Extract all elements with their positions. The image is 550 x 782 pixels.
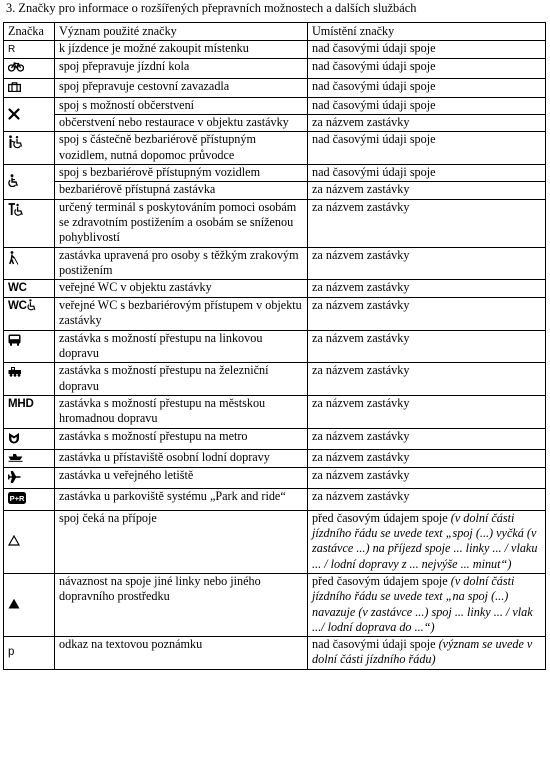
note-p-icon: p xyxy=(8,646,15,659)
placement-cell: nad časovými údaji spoje xyxy=(308,78,546,97)
symbol-cell xyxy=(4,199,55,247)
meaning-cell: zastávka s možností přestupu na metro xyxy=(55,428,308,449)
luggage-icon xyxy=(8,82,21,92)
meaning-cell: odkaz na textovou poznámku xyxy=(55,637,308,670)
symbol-cell xyxy=(4,637,55,670)
placement-cell: za názvem zastávky xyxy=(308,298,546,331)
placement-cell: nad časovými údaji spoje xyxy=(308,97,546,114)
table-row xyxy=(4,132,546,165)
placement-cell: za názvem zastávky xyxy=(308,182,546,199)
bus-icon xyxy=(8,334,21,346)
column-header-symbol: Značka xyxy=(4,23,55,41)
placement-cell: za názvem zastávky xyxy=(308,395,546,428)
placement-text: před časovým údajem spoje xyxy=(312,573,448,588)
wheelchair-icon xyxy=(27,299,37,311)
table-row xyxy=(4,97,546,114)
reservation-r-icon: R xyxy=(8,44,16,56)
metro-icon xyxy=(8,432,20,444)
meaning-cell: veřejné WC v objektu zastávky xyxy=(55,280,308,298)
meaning-cell: spoj přepravuje cestovní zavazadla xyxy=(55,78,308,97)
table-row xyxy=(4,247,546,280)
table-row xyxy=(4,510,546,573)
placement-cell xyxy=(308,510,546,573)
placement-cell: za názvem zastávky xyxy=(308,199,546,247)
column-header-meaning: Význam použité značky xyxy=(55,23,308,41)
meaning-cell: bezbariérově přístupná zastávka xyxy=(55,182,308,199)
placement-cell xyxy=(308,573,546,636)
symbol-cell xyxy=(4,247,55,280)
table-row xyxy=(4,449,546,467)
table-row xyxy=(4,395,546,428)
symbol-cell xyxy=(4,41,55,59)
table-row xyxy=(4,199,546,247)
table-row xyxy=(4,637,546,670)
wheelchair-icon xyxy=(8,174,20,187)
table-row xyxy=(4,428,546,449)
placement-cell: nad časovými údaji spoje xyxy=(308,165,546,182)
meaning-cell: zastávka s možností přestupu na městskou hromadnou dopravu xyxy=(55,395,308,428)
wc-icon: WC xyxy=(8,282,27,295)
assisted-wheelchair-icon xyxy=(8,135,24,149)
signs-table xyxy=(3,22,546,670)
table-header-row xyxy=(4,23,546,41)
placement-note: (v dolní části jízdního řádu se uvede text „spoj (...) vyčká (v zastávce ...) na příjezd spoje ... linky ... / vlaku ... / lodní dopravy z ... nejvýše ... minut“) xyxy=(312,510,538,571)
placement-cell: za názvem zastávky xyxy=(308,363,546,396)
symbol-cell xyxy=(4,59,55,78)
park-and-ride-icon xyxy=(8,492,26,504)
meaning-cell: zastávka upravená pro osoby s těžkým zrakovým postižením xyxy=(55,247,308,280)
placement-cell: za názvem zastávky xyxy=(308,468,546,489)
placement-cell: nad časovými údaji spoje xyxy=(308,41,546,59)
mhd-icon: MHD xyxy=(8,397,34,410)
placement-cell: nad časovými údaji spoje xyxy=(308,59,546,78)
symbol-cell xyxy=(4,573,55,636)
symbol-cell xyxy=(4,280,55,298)
placement-cell: za názvem zastávky xyxy=(308,280,546,298)
symbol-cell xyxy=(4,510,55,573)
table-row xyxy=(4,330,546,363)
meaning-cell: zastávka s možností přestupu na železniční dopravu xyxy=(55,363,308,396)
placement-cell: za názvem zastávky xyxy=(308,428,546,449)
table-row xyxy=(4,363,546,396)
placement-cell xyxy=(308,637,546,670)
placement-text: před časovým údajem spoje xyxy=(312,510,448,525)
placement-cell: nad časovými údaji spoje xyxy=(308,132,546,165)
symbol-cell xyxy=(4,468,55,489)
meaning-cell: občerstvení nebo restaurace v objektu zastávky xyxy=(55,115,308,132)
section-heading: 3. Značky pro informace o rozšířených přepravních možnostech a dalších službách xyxy=(6,1,417,15)
blind-person-icon xyxy=(8,251,20,265)
meaning-cell: zastávka u přístaviště osobní lodní dopravy xyxy=(55,449,308,467)
placement-cell: za názvem zastávky xyxy=(308,115,546,132)
bicycle-icon xyxy=(8,62,24,72)
placement-cell: za názvem zastávky xyxy=(308,449,546,467)
fork-knife-icon xyxy=(8,108,20,120)
table-row xyxy=(4,182,546,199)
column-header-placement: Umístění značky xyxy=(308,23,546,41)
meaning-cell: spoj s bezbariérově přístupným vozidlem xyxy=(55,165,308,182)
table-row xyxy=(4,165,546,182)
airplane-icon xyxy=(8,471,21,483)
symbol-cell xyxy=(4,132,55,165)
placement-cell: za názvem zastávky xyxy=(308,489,546,510)
wc-accessible-icon: WC xyxy=(8,300,27,313)
placement-note: (význam se uvede v dolní části jízdního řádu) xyxy=(312,637,533,667)
meaning-cell: zastávka u parkoviště systému „Park and ride“ xyxy=(55,489,308,510)
symbol-cell xyxy=(4,330,55,363)
symbol-cell xyxy=(4,363,55,396)
triangle-filled-icon xyxy=(8,598,20,609)
meaning-cell: návaznost na spoje jiné linky nebo jiného dopravního prostředku xyxy=(55,573,308,636)
svg-text:P+R: P+R xyxy=(9,494,25,504)
assistance-terminal-icon xyxy=(8,203,25,216)
meaning-cell: spoj s částečně bezbariérově přístupným vozidlem, nutná dopomoc průvodce xyxy=(55,132,308,165)
table-row xyxy=(4,468,546,489)
table-row xyxy=(4,280,546,298)
meaning-cell: určený terminál s poskytováním pomoci osobám se zdravotním postižením a osobám se sníženou pohyblivostí xyxy=(55,199,308,247)
placement-text: nad časovými údaji spoje xyxy=(312,637,436,652)
table-row xyxy=(4,41,546,59)
symbol-cell xyxy=(4,97,55,132)
placement-cell: za názvem zastávky xyxy=(308,247,546,280)
meaning-cell: zastávka s možností přestupu na linkovou dopravu xyxy=(55,330,308,363)
ship-icon xyxy=(8,453,23,462)
triangle-outline-icon xyxy=(8,535,20,546)
table-row xyxy=(4,489,546,510)
symbol-cell xyxy=(4,449,55,467)
table-row xyxy=(4,573,546,636)
meaning-cell: k jízdence je možné zakoupit místenku xyxy=(55,41,308,59)
train-icon xyxy=(8,366,22,377)
table-row xyxy=(4,115,546,132)
symbol-cell xyxy=(4,428,55,449)
meaning-cell: spoj s možností občerstvení xyxy=(55,97,308,114)
symbol-cell xyxy=(4,489,55,510)
table-row xyxy=(4,298,546,331)
placement-note: (v dolní části jízdního řádu se uvede text „na spoj (...) navazuje (v zastávce ...) spoj ... linky ... / vlak .../ lodní doprava do ...“) xyxy=(312,573,533,634)
placement-cell: za názvem zastávky xyxy=(308,330,546,363)
meaning-cell: zastávka u veřejného letiště xyxy=(55,468,308,489)
symbol-cell xyxy=(4,165,55,200)
symbol-cell xyxy=(4,298,55,331)
meaning-cell: veřejné WC s bezbariérovým přístupem v objektu zastávky xyxy=(55,298,308,331)
table-row xyxy=(4,78,546,97)
meaning-cell: spoj čeká na přípoje xyxy=(55,510,308,573)
symbol-cell xyxy=(4,395,55,428)
table-row xyxy=(4,59,546,78)
symbol-cell xyxy=(4,78,55,97)
meaning-cell: spoj přepravuje jízdní kola xyxy=(55,59,308,78)
